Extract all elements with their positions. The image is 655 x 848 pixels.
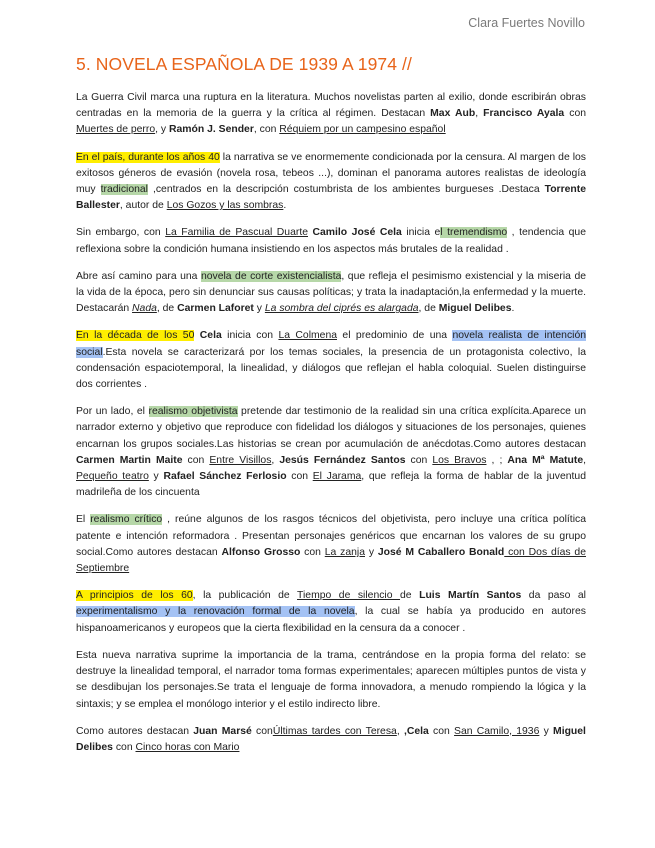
text-run: , ;	[486, 454, 508, 466]
section-title: 5. NOVELA ESPAÑOLA DE 1939 A 1974 //	[76, 54, 412, 74]
author-name: Jesús Fernández Santos	[279, 454, 406, 466]
work-title: Últimas tardes con Teresa	[272, 725, 397, 737]
author-name: Miguel Delibes	[76, 725, 586, 753]
paragraph-50s	[76, 328, 586, 393]
text-run: y	[253, 303, 265, 315]
paragraph-60s	[76, 588, 586, 637]
text-run: , reúne algunos de los rasgos técnicos del objetivista, pero incluye una crítica política patente e intención reformadora . Presentan personajes genéricos que encarnan los valores de su grupo social.Como autores destacan	[76, 514, 586, 558]
paragraph-tremendismo	[76, 225, 586, 257]
text-run: El	[76, 514, 91, 526]
text-run: , la publicación de	[192, 590, 298, 602]
text-run: y	[365, 546, 378, 558]
text-run: Por un lado, el	[76, 406, 149, 418]
author-name: Cela	[199, 330, 222, 342]
paragraph-experimental	[76, 648, 586, 713]
text-run: da paso al	[521, 590, 586, 602]
work-title: La sombra del ciprés es alargada	[264, 303, 419, 315]
text-run: Sin embargo, con	[76, 227, 166, 239]
author-name: Torrente Ballester	[76, 184, 586, 212]
text-run: .	[283, 200, 287, 212]
text-run: con	[182, 454, 210, 466]
paragraph-40s	[76, 150, 586, 215]
text-run: con	[564, 108, 587, 120]
text-run: , y	[155, 124, 169, 136]
author-name: Miguel Delibes	[438, 303, 512, 315]
text-run: , con	[253, 124, 280, 136]
highlight-yellow: En el país, durante los años 40	[76, 151, 220, 163]
work-title: Entre Visillos	[209, 454, 272, 466]
text-run: el predominio de una	[337, 330, 453, 342]
text-run: con	[405, 454, 433, 466]
work-title: La Familia de Pascual Duarte	[165, 227, 308, 239]
highlight-blue: experimentalismo y la renovación formal de la novela	[76, 606, 355, 618]
highlight-green: l tremendismo	[440, 227, 508, 239]
text-run: inicia e	[401, 227, 441, 239]
work-title: Los Gozos y las sombras	[166, 200, 284, 212]
work-title: Réquiem por un campesino español	[279, 124, 446, 136]
text-run: la narrativa se ve enormemente condicionada por la censura. Al margen de los exitosos géneros de evasión (novela rosa, tebeos ...), dominan el panorama autores realistas de ideología muy	[76, 151, 586, 196]
text-run: ,	[271, 454, 280, 466]
highlight-green: realismo objetivista	[148, 406, 238, 418]
text-run: La Guerra Civil marca una ruptura en la literatura. Muchos novelistas parten al exilio, donde escribirán obras centradas en la memoria de la guerra y la crítica al régimen. Destacan	[76, 92, 586, 120]
author-name: ,Cela	[403, 725, 429, 737]
highlight-blue: novela realista de intención social	[76, 330, 587, 358]
text-run: , de	[156, 303, 178, 315]
text-run: Esta nueva narrativa suprime la importancia de la trama, centrándose en la propia forma del relato: se destruye la linealidad temporal, el narrador toma formas experimentales; aparecen múltiples puntos de vista y se desdibujan los personajes.Se trata el lenguaje de forma innovadora, a menudo rompiendo la lógica y la sintaxis; y se emplea el monólogo interior y el estilo indirecto libre.	[76, 649, 586, 710]
highlight-green: novela de corte existencialista	[200, 270, 342, 282]
author-name: Carmen Martin Maite	[76, 454, 183, 466]
header-author: Clara Fuertes Novillo	[468, 16, 585, 30]
work-title: Los Bravos	[432, 454, 487, 466]
text-run: .Esta novela se caracterizará por los temas sociales, la presencia de un protagonista colectivo, la condensación espaciotemporal, la linealidad, y diálogos que reflejan el habla coloquial. Suelen distinguirse dos corrientes .	[76, 346, 586, 391]
work-title: Tiempo de silencio	[297, 590, 401, 602]
text-run: pretende dar testimonio de la realidad sin una crítica explícita.Aparece un narrador externo y objetivo que reproduce con fidelidad los diálogos y situaciones de los personajes, quienes encarnan los grupos sociales.Las historias se crean por acumulación de anécdotas.Como autores destacan	[76, 406, 587, 450]
author-name: Francisco Ayala	[483, 108, 565, 120]
author-name: Camilo José Cela	[312, 227, 402, 239]
paragraph-objetivista	[76, 404, 586, 501]
author-name: Max Aub	[430, 108, 476, 120]
work-title: La Colmena	[278, 330, 337, 342]
text-run: inicia con	[221, 330, 279, 342]
paragraph-critico	[76, 512, 586, 577]
author-name: Ramón J. Sender	[168, 124, 254, 136]
paragraph-exile	[76, 90, 586, 139]
text-run: y	[148, 471, 164, 483]
text-run: , autor de	[119, 200, 167, 212]
author-name: Juan Marsé	[193, 725, 252, 737]
work-title: El Jarama	[312, 471, 362, 483]
work-title: San Camilo, 1936	[454, 725, 540, 737]
text-run: con	[112, 741, 136, 753]
text-run: Como autores destacan	[76, 725, 194, 737]
paragraph-existencialista	[76, 269, 586, 318]
author-name: Rafael Sánchez Ferlosio	[163, 471, 287, 483]
work-title: Muertes de perro	[76, 124, 156, 136]
work-title: La zanja	[324, 546, 365, 558]
text-run: ,	[396, 725, 404, 737]
text-run: ,centrados en la descripción costumbrista de los ambientes burgueses .Destaca	[147, 184, 545, 196]
text-run: , de	[418, 303, 439, 315]
text-run: Abre así camino para una	[76, 270, 201, 282]
highlight-yellow: A principios de los 60	[76, 590, 193, 602]
text-run: , la cual se había ya producido en autores hispanoamericanos y europeos que la cierta flexibilidad en la censura da a conocer .	[76, 606, 586, 634]
text-run: , que refleja el pesimismo existencial y la miseria de la vida de la época, pero sin denunciar sus causas políticas; y trata la inadaptación,la enfermedad y la muerte. Destacarán	[76, 270, 587, 315]
text-run: con	[428, 725, 455, 737]
author-name: Ana Mª Matute	[507, 454, 584, 466]
text-run: ,	[475, 108, 484, 120]
text-run: , tendencia que reflexiona sobre la condición humana insistiendo en los aspectos más brutales de la realidad .	[76, 227, 586, 255]
text-run: .	[511, 303, 515, 315]
author-name: José M Caballero Bonald	[377, 546, 505, 558]
text-run: con	[300, 546, 325, 558]
work-title: Cinco horas con Mario	[135, 741, 240, 753]
author-name: Luis Martín Santos	[419, 590, 522, 602]
text-run: ,	[583, 454, 586, 466]
highlight-green: realismo crítico	[90, 514, 163, 526]
highlight-green: tradicional	[100, 184, 148, 196]
author-name: Carmen Laforet	[177, 303, 254, 315]
work-title: Pequeño teatro	[76, 471, 149, 483]
text-run: , que refleja la forma de hablar de la juventud madrileña de los cincuenta	[76, 471, 586, 499]
paragraph-authors-60s	[76, 724, 586, 756]
work-title: con Dos días de Septiembre	[76, 546, 586, 575]
text-run: y	[539, 725, 554, 737]
text-run: con	[286, 471, 313, 483]
author-name: Alfonso Grosso	[221, 546, 301, 558]
text-run: de	[400, 590, 420, 602]
work-title: Nada	[132, 303, 157, 315]
text-run: con	[251, 725, 273, 737]
highlight-yellow: En la década de los 50	[76, 330, 195, 342]
document-body	[76, 90, 586, 767]
